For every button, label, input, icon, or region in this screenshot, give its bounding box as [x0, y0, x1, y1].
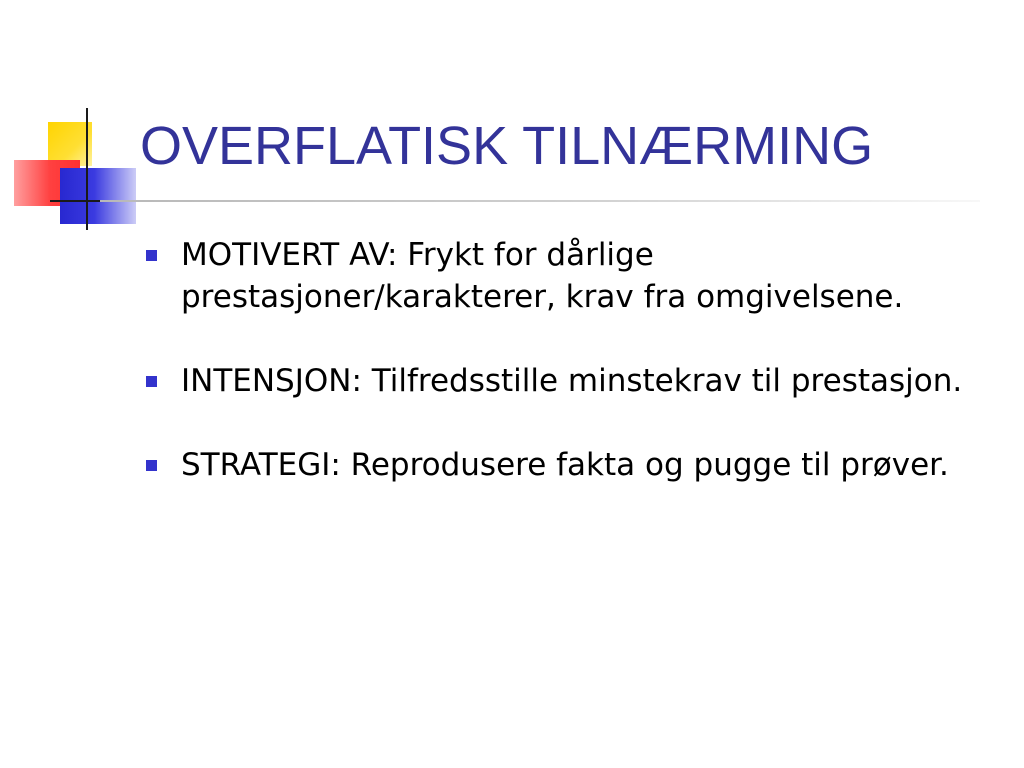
bullet-item-strategi [146, 444, 996, 486]
colored-squares-logo-icon [0, 100, 150, 240]
bullet-item-intensjon [146, 360, 996, 402]
square-bullet-icon [146, 376, 157, 387]
bullet-text: STRATEGI: Reprodusere fakta og pugge til prøver. [181, 447, 949, 483]
square-bullet-icon [146, 460, 157, 471]
bullet-item-motivert [146, 234, 996, 318]
square-bullet-icon [146, 250, 157, 261]
blue-square [60, 168, 136, 224]
vertical-line [86, 108, 88, 230]
bullet-list [146, 234, 996, 528]
slide-title: OVERFLATISK TILNÆRMING [140, 116, 874, 176]
bullet-text: MOTIVERT AV: Frykt for dårlige prestasjoner/karakterer, krav fra omgivelsene. [181, 237, 904, 315]
title-underline [100, 200, 980, 202]
bullet-text: INTENSJON: Tilfredsstille minstekrav til prestasjon. [181, 363, 963, 399]
